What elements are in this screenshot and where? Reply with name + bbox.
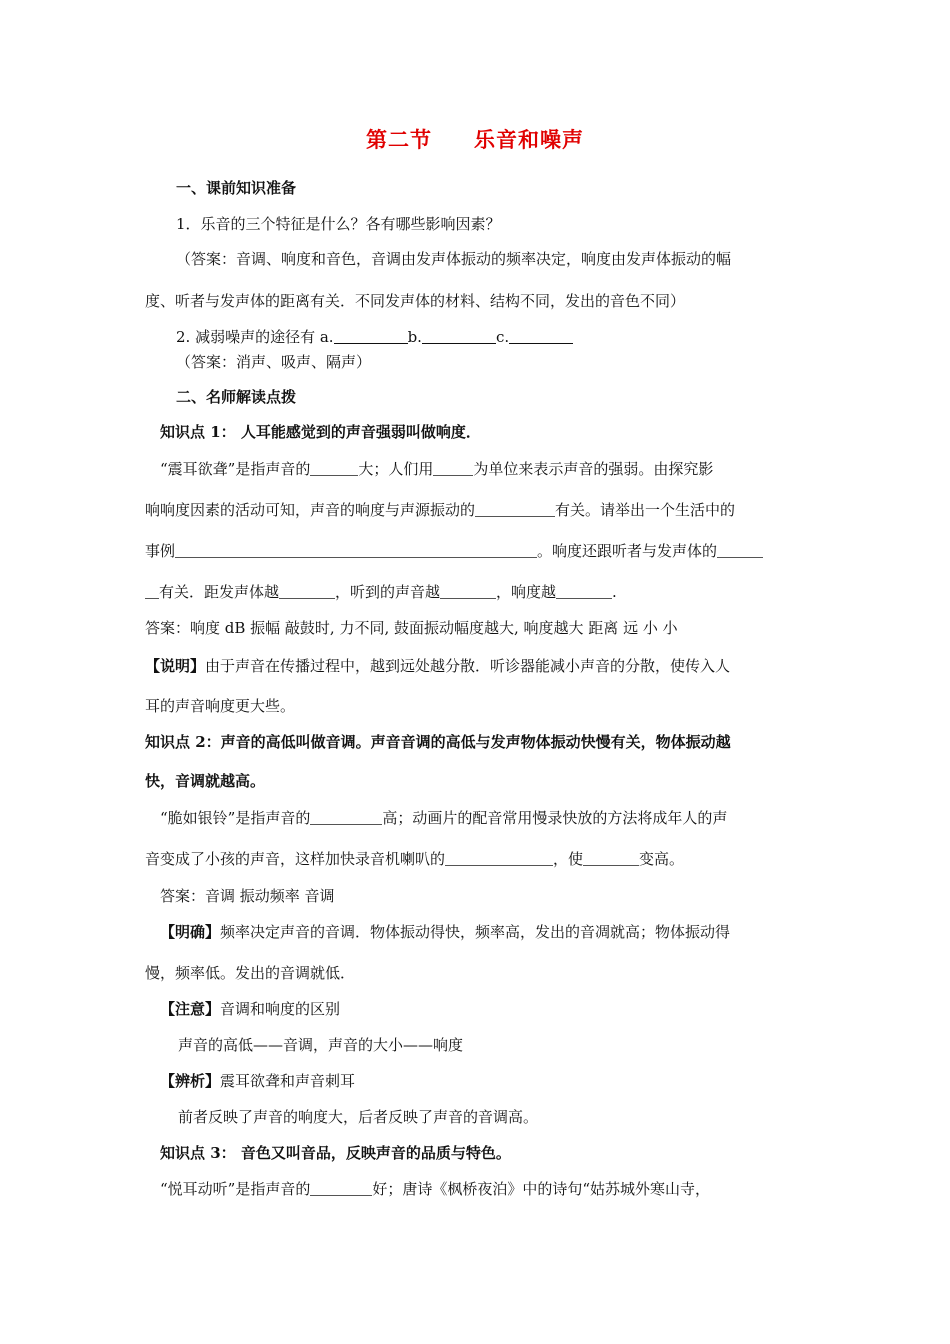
answer-k1: 答案：响度 dB 振幅 敲鼓时, 力不同, 鼓面振动幅度越大, 响度越大 距离 远 小 小 <box>145 619 678 637</box>
fill-blank[interactable] <box>310 461 358 476</box>
para-1-line-3: 事例 。响度还跟听者与发声体的 <box>145 541 763 561</box>
explanation-1-line-1: 【说明】由于声音在传播过程中，越到远处越分散．听诊器能减小声音的分散，使传入人 <box>145 657 731 675</box>
fill-blank[interactable] <box>433 461 473 476</box>
section-heading-2: 二、名师解读点拨 <box>176 388 297 406</box>
answer-1-line-1: （答案：音调、响度和音色，音调由发声体振动的频率决定，响度由发声体振动的幅 <box>176 250 732 268</box>
answer-2: （答案：消声、吸声、隔声） <box>176 353 372 371</box>
fill-blank[interactable] <box>279 584 335 599</box>
para-3-line-1: “悦耳动听”是指声音的 好；唐诗《枫桥夜泊》中的诗句“姑苏城外寒山寺， <box>160 1180 711 1198</box>
distinguish-heading: 【辨析】震耳欲聋和声音刺耳 <box>160 1072 356 1090</box>
fill-blank[interactable] <box>175 543 537 558</box>
question-1: 1．乐音的三个特征是什么？各有哪些影响因素？ <box>176 215 501 233</box>
knowledge-point-2-line-1: 知识点 2：声音的高低叫做音调。声音音调的高低与发声物体振动快慢有关，物体振动越 <box>145 733 731 751</box>
para-2-line-2: 音变成了小孩的声音，这样加快录音机喇叭的 ，使 变高。 <box>145 850 685 868</box>
fill-blank[interactable] <box>145 584 159 599</box>
note-body: 声音的高低——音调，声音的大小——响度 <box>178 1036 464 1054</box>
answer-1-line-2: 度、听者与发声体的距离有关．不同发声体的材料、结构不同，发出的音色不同） <box>145 292 686 310</box>
fill-blank[interactable] <box>310 1181 372 1196</box>
question-2: 2. 减弱噪声的途径有 a. b. c. <box>176 327 573 347</box>
para-2-line-1: “脆如银铃”是指声音的 高；动画片的配音常用慢录快放的方法将成年人的声 <box>160 809 728 827</box>
fill-blank[interactable] <box>556 584 612 599</box>
fill-blank[interactable] <box>310 810 382 825</box>
fill-blank[interactable] <box>583 851 639 866</box>
note-heading: 【注意】音调和响度的区别 <box>160 1000 341 1018</box>
explanation-1-line-2: 耳的声音响度更大些。 <box>145 697 296 715</box>
knowledge-point-3: 知识点 3： 音色又叫音品，反映声音的品质与特色。 <box>160 1144 511 1162</box>
clarify-line-2: 慢，频率低。发出的音调就低． <box>145 964 356 982</box>
distinguish-body: 前者反映了声音的响度大，后者反映了声音的音调高。 <box>178 1108 539 1126</box>
blank-a[interactable] <box>334 329 408 344</box>
para-1-line-2: 响响度因素的活动可知，声音的响度与声源振动的 有关。请举出一个生活中的 <box>145 501 736 519</box>
fill-blank[interactable] <box>475 502 555 517</box>
blank-c[interactable] <box>509 329 573 344</box>
para-1-line-4: 有关．距发声体越 ，听到的声音越 ，响度越 . <box>145 582 617 602</box>
section-heading-1: 一、课前知识准备 <box>176 179 297 197</box>
clarify-line-1: 【明确】频率决定声音的音调．物体振动得快，频率高，发出的音凋就高；物体振动得 <box>160 923 731 941</box>
knowledge-point-1: 知识点 1： 人耳能感觉到的声音强弱叫做响度． <box>160 423 481 441</box>
fill-blank[interactable] <box>440 584 496 599</box>
fill-blank[interactable] <box>717 543 763 558</box>
page-title: 第二节 乐音和噪声 <box>366 127 584 152</box>
fill-blank[interactable] <box>445 851 553 866</box>
blank-b[interactable] <box>422 329 496 344</box>
knowledge-point-2-line-2: 快，音调就越高。 <box>145 772 266 790</box>
para-1-line-1: “震耳欲聋”是指声音的 大；人们用 为单位来表示声音的强弱。由探究影 <box>160 460 714 478</box>
answer-k2: 答案：音调 振动频率 音调 <box>160 887 335 905</box>
